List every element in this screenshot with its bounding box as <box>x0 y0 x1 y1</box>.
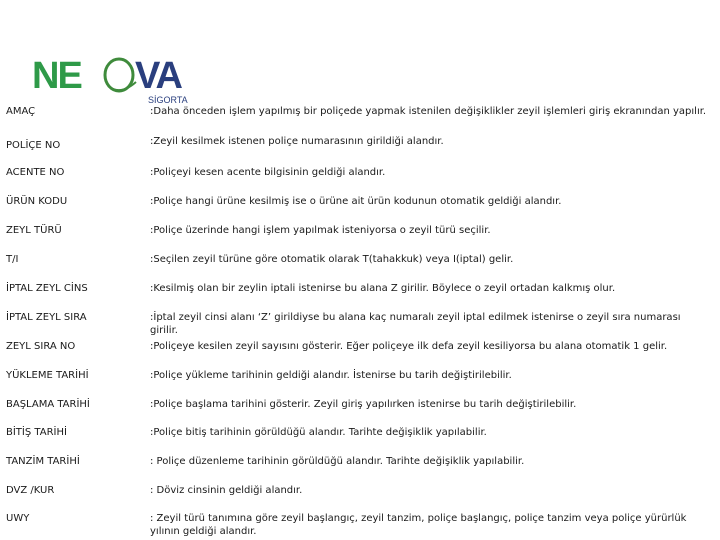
svg-text:NE: NE <box>32 55 81 97</box>
field-label: BAŞLAMA TARİHİ <box>6 399 90 410</box>
field-label: AMAÇ <box>6 106 36 117</box>
field-description: :Zeyil kesilmek istenen poliçe numarasının girildiği alandır. <box>150 136 444 147</box>
field-description: :Poliçe yükleme tarihinin geldiği alandır. İstenirse bu tarih değiştirilebilir. <box>150 370 512 381</box>
field-label: DVZ /KUR <box>6 485 55 496</box>
field-label: YÜKLEME TARİHİ <box>6 370 89 381</box>
field-description: :İptal zeyil cinsi alanı ‘Z’ girildiyse bu alana kaç numaralı zeyil iptal edilmek istenirse o zeyil sıra numarası girilir. <box>150 312 681 336</box>
field-description: :Poliçe bitiş tarihinin görüldüğü alandır. Tarihte değişiklik yapılabilir. <box>150 427 487 438</box>
field-label: T/I <box>6 254 19 265</box>
field-label: İPTAL ZEYL SIRA <box>6 312 87 323</box>
field-description: : Döviz cinsinin geldiği alandır. <box>150 485 303 496</box>
field-description: :Poliçe hangi ürüne kesilmiş ise o ürüne ait ürün kodunun otomatik geldiği alandır. <box>150 196 562 207</box>
field-description: : Poliçe düzenleme tarihinin görüldüğü alandır. Tarihte değişiklik yapılabilir. <box>150 456 525 467</box>
field-label: BİTİŞ TARİHİ <box>6 427 67 438</box>
field-description: :Poliçe üzerinde hangi işlem yapılmak isteniyorsa o zeyil türü seçilir. <box>150 225 491 236</box>
field-description: :Poliçe başlama tarihini gösterir. Zeyil giriş yapılırken istenirse bu tarih değiştirilebilir. <box>150 399 577 410</box>
field-description: : Zeyil türü tanımına göre zeyil başlangıç, zeyil tanzim, poliçe başlangıç, poliçe tanzim veya poliçe yürürlük yılının geldiği alandır. <box>150 513 687 537</box>
field-description: :Daha önceden işlem yapılmış bir poliçede yapmak istenilen değişiklikler zeyil işlemleri giriş ekranından yapılır. <box>150 106 707 117</box>
field-label: TANZİM TARİHİ <box>6 456 80 467</box>
field-label: ZEYL SIRA NO <box>6 341 76 352</box>
svg-text:VA: VA <box>135 55 181 97</box>
field-description: :Seçilen zeyil türüne göre otomatik olarak T(tahakkuk) veya I(iptal) gelir. <box>150 254 514 265</box>
field-label: UWY <box>6 513 30 524</box>
field-label: ZEYL TÜRÜ <box>6 225 62 236</box>
field-label: İPTAL ZEYL CİNS <box>6 283 88 294</box>
field-label: POLİÇE NO <box>6 140 61 151</box>
svg-text:SİGORTA: SİGORTA <box>148 95 188 105</box>
field-description: :Poliçeye kesilen zeyil sayısını gösterir. Eğer poliçeye ilk defa zeyil kesiliyorsa bu alana otomatik 1 gelir. <box>150 341 668 352</box>
field-label: ACENTE NO <box>6 167 65 178</box>
field-label: ÜRÜN KODU <box>6 196 68 207</box>
field-description: :Kesilmiş olan bir zeylin iptali istenirse bu alana Z girilir. Böylece o zeyil ortadan kalkmış olur. <box>150 283 616 294</box>
field-description: :Poliçeyi kesen acente bilgisinin geldiği alandır. <box>150 167 386 178</box>
